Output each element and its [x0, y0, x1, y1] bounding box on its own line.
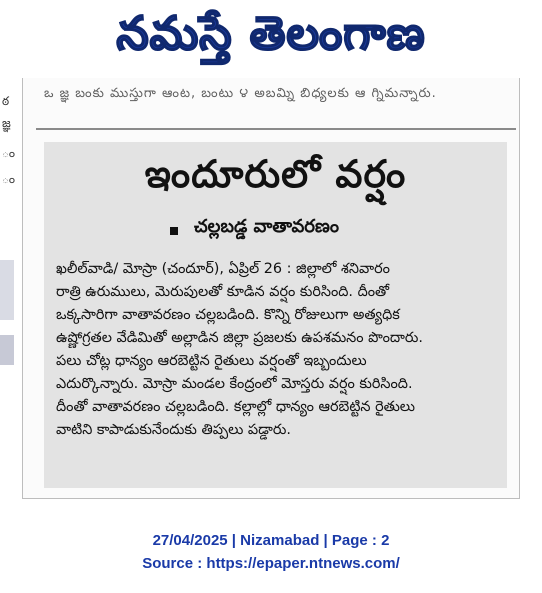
footer-source-line: Source : https://epaper.ntnews.com/: [142, 555, 400, 572]
body-line: ఉష్ణోగ్రతల వేడిమితో అల్లాడిన జిల్లా ప్రజలకు ఉపశమనం పొందారు.: [56, 330, 423, 346]
fragment-glyph: ఠ: [2, 94, 10, 108]
masthead-title: నమస్తే తెలంగాణ: [116, 6, 426, 60]
body-line: వాటిని కాపాడుకునేందుకు తిప్పలు పడ్డారు.: [56, 422, 291, 438]
newspaper-masthead: [0, 0, 542, 78]
previous-article-tail: ఒ జ్ఞ బంకు ముస్తుగా ఆంట, బంటు ౪ అబమ్ని బిధ్యలకు ఆ గ్నిమన్నారు.: [44, 86, 437, 101]
adjacent-column-fragment: [0, 90, 20, 420]
fragment-glyph: ం: [2, 146, 16, 160]
body-line: ఖలీల్‌వాడి/ మోస్రా (చందూర్), ఏప్రిల్ 26 : జిల్లాలో శనివారం: [56, 261, 390, 277]
bullet-square-icon: [170, 227, 178, 235]
divider-rule: [36, 128, 516, 130]
body-line: ఒక్కసారిగా వాతావరణం చల్లబడింది. కొన్ని రోజులుగా అత్యధిక: [56, 307, 400, 323]
fragment-image-edge: [0, 260, 14, 320]
body-line: పలు చోట్ల ధాన్యం ఆరబెట్టిన రైతులు వర్షంతో ఇబ్బందులు: [56, 353, 367, 369]
article-body: [56, 258, 499, 442]
body-line: ఎదుర్కొన్నారు. మోస్రా మండల కేంద్రంలో మోస్తరు వర్షం కురిసింది.: [56, 376, 413, 392]
fragment-image-edge: [0, 335, 14, 365]
news-article: [44, 142, 507, 488]
article-subheadline: చల్లబడ్డ వాతావరణం: [194, 216, 339, 237]
body-line: రాత్రి ఉరుములు, మెరుపులతో కూడిన వర్షం కురిసింది. దీంతో: [56, 284, 390, 300]
fragment-glyph: ం: [2, 172, 16, 186]
article-headline: ఇందూరులో వర్షం: [144, 152, 407, 196]
body-line: దీంతో వాతావరణం చల్లబడింది. కల్లాల్లో ధాన్యం ఆరబెట్టిన రైతులు: [56, 399, 415, 415]
fragment-glyph: జ్ఞ: [2, 116, 11, 130]
footer-date-line: 27/04/2025 | Nizamabad | Page : 2: [152, 532, 390, 549]
